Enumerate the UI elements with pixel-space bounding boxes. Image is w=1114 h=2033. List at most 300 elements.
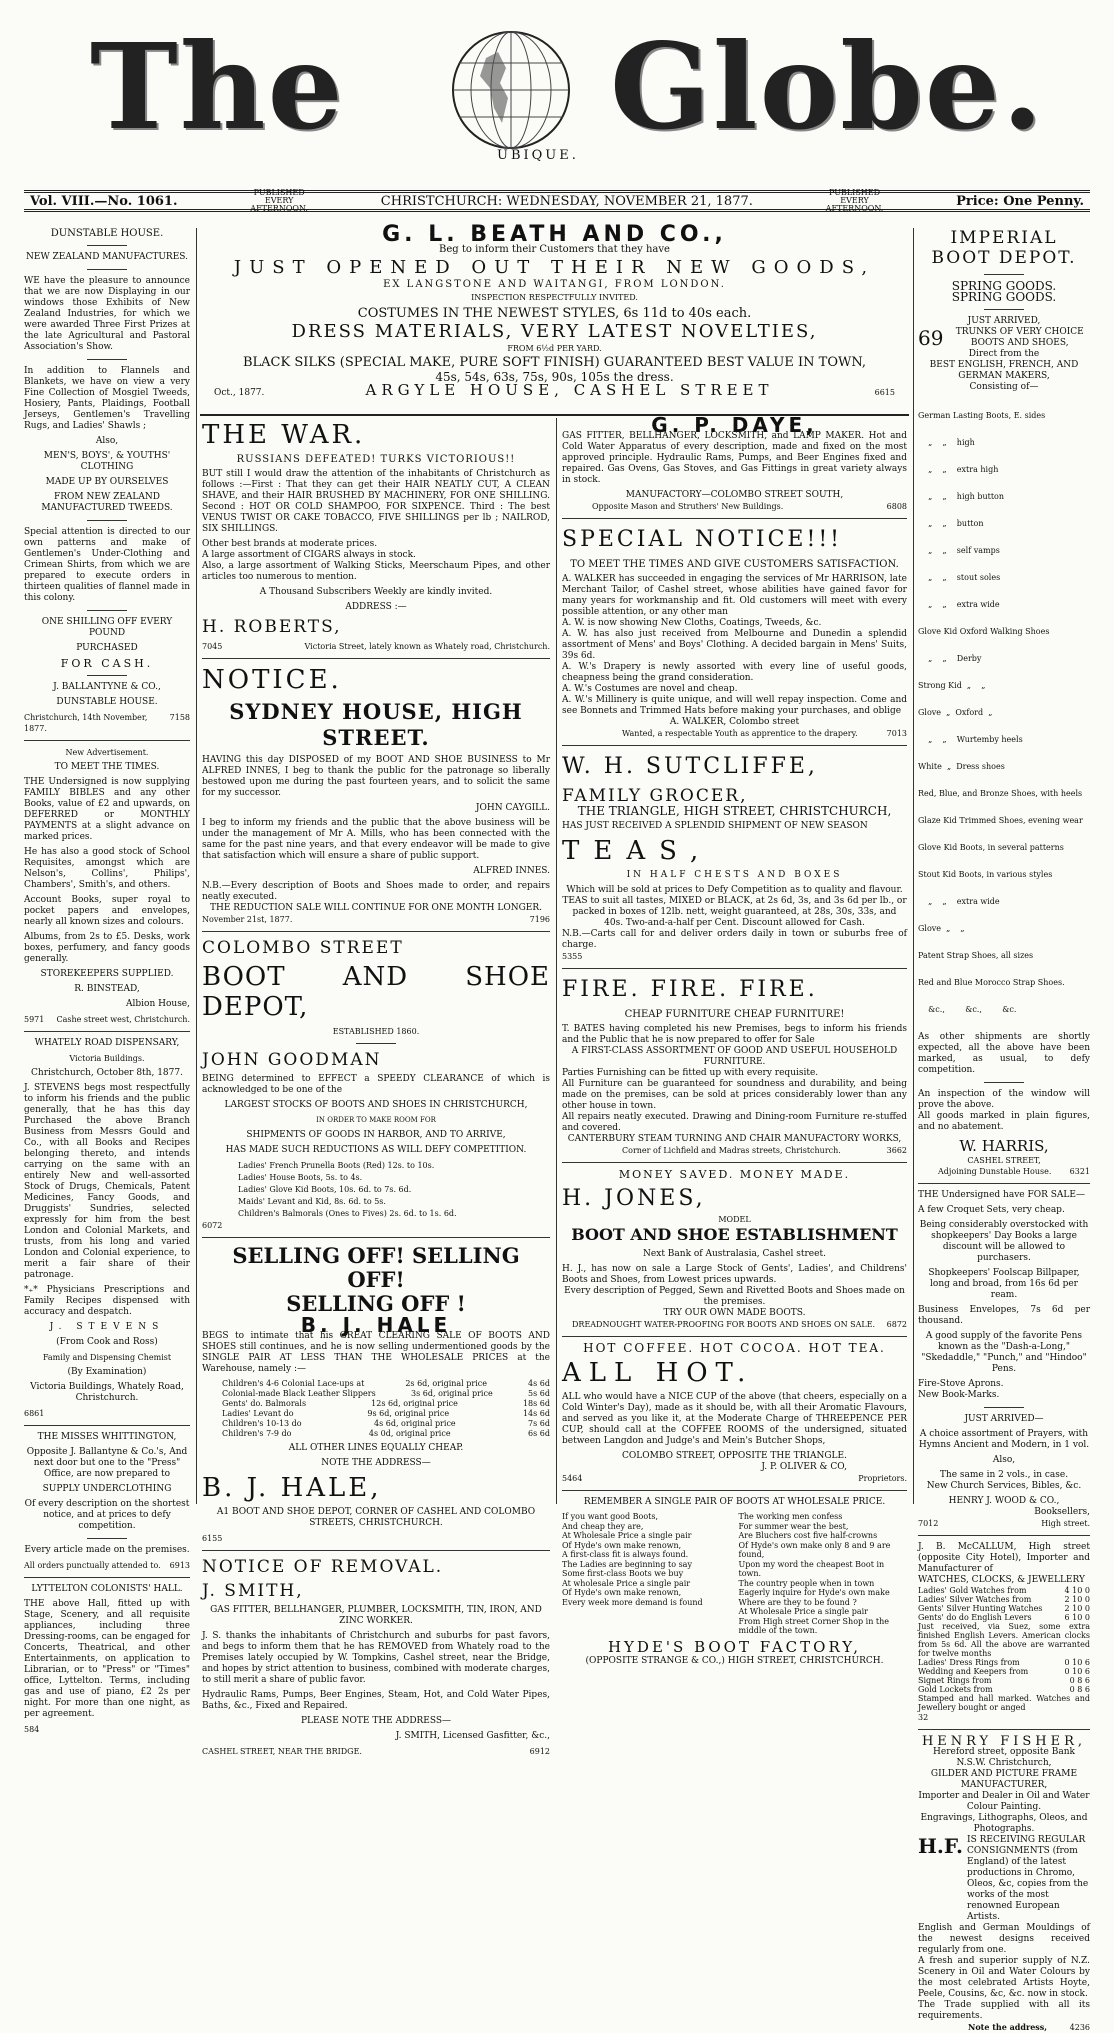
ad-body: Direct from the — [968, 349, 1040, 359]
ad-henry-fisher — [918, 1736, 1090, 2033]
ad-body: WE have the pleasure to announce that we are now Displaying in our windows those Exhibits of New Zealand Industries, for which we were awarded Three First Prizes at the late Agricultural and Pastoral Association's Show. — [24, 276, 190, 352]
ad-body: ALL who would have a NICE CUP of the above (that cheers, especially on a Cold Winter's Day), made as it should be, with all their Aromatic Flavours, and served as you like it, at the Moderate Charge of THREEPENCE PER CUP, should call at the COFFEE ROOMS of the undersigned, situated between Langdon and Judge's and Mein's Butcher Shops, — [562, 1392, 907, 1446]
poem-right: The working men confess For summer wear the best, Are Bluchers cost five half-crowns Of Hyde's own make only 8 and 9 are found, Upon my word the cheapest Boot in town. The country people when in town Eagerly inquire for Hyde's own make Where are they to be found ? At Wholesale Price a single pair From High street Corner Shop in the middle of the town. — [738, 1512, 891, 1635]
ad-name: HYDE'S BOOT FACTORY, — [607, 1637, 862, 1656]
ad-body: N.B.—Every description of Boots and Shoes made to order, and repairs neatly executed. — [202, 881, 550, 902]
ad-address: CASHEL STREET, — [967, 1156, 1041, 1165]
ad-body: T. BATES having completed his new Premises, begs to inform his friends and the Public that he is now prepared to offer for Sale — [562, 1024, 907, 1045]
list-item: „ „ Derby — [918, 654, 982, 663]
ad-title: SPECIAL NOTICE!!! — [562, 527, 843, 552]
ad-address: Victoria Street, lately known as Whately road, Christchurch. — [304, 642, 550, 651]
ad-jp-oliver — [562, 1343, 907, 1484]
ad-body: BEING determined to EFFECT a SPEEDY CLEARANCE of which is acknowledged to be one of the — [202, 1074, 550, 1095]
poem-left: If you want good Boots, And cheap they are, At Wholesale Price a single pair Of Hyde's own make renown, A first-class fit is always found. The Ladies are beginning to say Some first-class Boots we buy At wholesale Price a single pair Of Hyde's own make renown, Every week more demand is found — [562, 1512, 703, 1607]
ad-date: Christchurch, October 8th, 1877. — [31, 1068, 183, 1078]
ad-body: A. W.'s Millinery is quite unique, and will well repay inspection. Come and see Bonnets and Trimmed Hats before making your purchases, and oblige — [562, 695, 907, 716]
ad-body: Stamped and hall marked. Watches and Jewellery bought or anged — [918, 1694, 1090, 1712]
ad-body: EX LANGSTONE AND WAITANGI, FROM LONDON. — [383, 279, 726, 290]
ad-number: 6615 — [874, 388, 895, 397]
ad-number: 7013 — [886, 729, 907, 738]
ad-number: 5355 — [562, 952, 583, 961]
price-list — [202, 1160, 550, 1220]
ad-body: 45s, 54s, 63s, 75s, 90s, 105s the dress. — [435, 370, 674, 384]
column-1 — [24, 228, 190, 1734]
volume-number: Vol. VIII.—No. 1061. — [30, 193, 178, 209]
ad-body: A. W. has also just received from Melbourne and Dunedin a splendid assortment of Mens' and Boys' Clothing. A decided bargain in Mens' Suits, 39s 6d. — [562, 629, 907, 661]
ad-body: Engravings, Lithographs, Oleos, and Photographs. — [920, 1813, 1088, 1834]
table-row: Ladies' Levant do 9s 6d, original price 14s 6d — [222, 1409, 550, 1418]
ad-signature: J. P. OLIVER & CO, — [761, 1462, 847, 1472]
ad-body: JUST ARRIVED— — [964, 1414, 1044, 1424]
column-rule — [556, 418, 557, 1504]
ad-number: 6155 — [202, 1534, 223, 1543]
ad-body: FROM NEW ZEALAND MANUFACTURED TWEEDS. — [41, 492, 173, 513]
ad-signature: JOHN CAYGILL. — [475, 803, 550, 813]
ad-body: A few Croquet Sets, very cheap. — [918, 1205, 1065, 1215]
column-2 — [202, 420, 550, 1756]
ad-body: BLACK SILKS (SPECIAL MAKE, PURE SOFT FINISH) GUARANTEED BEST VALUE IN TOWN, — [242, 355, 867, 370]
ad-subtitle: RUSSIANS DEFEATED! TURKS VICTORIOUS!! — [236, 454, 516, 465]
ad-bj-hale — [202, 1244, 550, 1544]
ad-address: Albion House, — [126, 999, 190, 1009]
ad-body: A. WALKER has succeeded in engaging the services of Mr HARRISON, late Merchant Tailor, of Cashel street, whose abilities have gained favor for many years for workmanship and fit. Old customers will meet with every possible attention, or any other man — [562, 574, 907, 617]
ad-body: FROM 6½d PER YARD. — [507, 344, 602, 353]
ad-name: J. STEVENS — [49, 1322, 165, 1332]
place-date: CHRISTCHURCH: WEDNESDAY, NOVEMBER 21, 1877. — [380, 193, 753, 209]
ad-body: All repairs neatly executed. Drawing and Dining-room Furniture re-stuffed and covered. — [562, 1112, 907, 1133]
list-item: Stout Kid Boots, in various styles — [918, 870, 1053, 879]
list-item: Glove Kid Oxford Walking Shoes — [918, 627, 1050, 636]
list-item: Maids' Levant and Kid, 8s. 6d. to 5s. — [238, 1197, 386, 1206]
ad-body: BUT still I would draw the attention of the inhabitants of Christchurch as follows :—First : That they can get their HAIR NEATLY CUT, A CLEAN SHAVE, and their HAIR BRUSHED BY MACHINERY, FOR ONE SHILLING. Second : HOT OR COLD SHAMPOO, FOR SIXPENCE. Third : The best VENUS TWIST OR CAKE TOBACCO, FIVE SHILLINGS per lb ; NAILROD, SIX SHILLINGS. — [202, 469, 550, 534]
table-row: Children's 7-9 do 4s 0d, original price 6s 6d — [222, 1429, 550, 1438]
ad-body: Beg to inform their Customers that they have — [439, 244, 670, 255]
ad-address: THE TRIANGLE, HIGH STREET, CHRISTCHURCH, — [577, 804, 892, 818]
ad-binstead — [24, 747, 190, 1025]
ad-date: Christchurch, 14th November, 1877. — [24, 713, 148, 733]
masthead-motto: UBIQUE. — [497, 148, 579, 163]
ad-subtitle: Victoria Buildings. — [69, 1054, 145, 1063]
ad-headline: SYDNEY HOUSE, HIGH STREET. — [229, 699, 523, 750]
list-item: Red, Blue, and Bronze Shoes, with heels — [918, 789, 1083, 798]
table-row: Ladies' Gold Watches from 4 10 0 — [918, 1586, 1090, 1595]
ad-name: B. J. HALE, — [202, 1473, 382, 1503]
ad-name: H. ROBERTS, — [202, 617, 342, 637]
list-item: „ „ self vamps — [918, 546, 1000, 555]
ad-body: Every description of Pegged, Sewn and Rivetted Boots and Shoes made on the premises. — [564, 1286, 905, 1307]
ad-body: TRY OUR OWN MADE BOOTS. — [663, 1308, 806, 1318]
ad-name: G. P. DAYE, — [562, 420, 907, 431]
ad-title: HOT COFFEE. HOT COCOA. HOT TEA. — [583, 1341, 886, 1355]
ad-body: Other best brands at moderate prices. — [202, 539, 378, 549]
ad-headline: TEAS, — [562, 836, 713, 866]
ad-body: New Church Services, Bibles, &c. — [926, 1481, 1082, 1491]
ad-date: Oct., 1877. — [214, 388, 265, 398]
table-row: Children's 10-13 do 4s 6d, original price 7s 6d — [222, 1419, 550, 1428]
ad-firm: J. BALLANTYNE & CO., — [53, 682, 161, 692]
ad-body: Every article made on the premises. — [24, 1545, 190, 1555]
ad-body: A fresh and superior supply of N.Z. Scenery in Oil and Water Colours by the most celebrated Artists Hoyte, Peele, Cousins, &c, &c. now in stock. — [918, 1956, 1090, 1999]
ad-title: LYTTELTON COLONISTS' HALL. — [31, 1584, 183, 1594]
ad-sydney-house — [202, 665, 550, 925]
table-row: Ladies' Silver Watches from 2 10 0 — [918, 1595, 1090, 1604]
ad-body: Parties Furnishing can be fitted up with every requisite. — [562, 1068, 819, 1078]
ad-mccallum — [918, 1542, 1090, 1723]
ad-body: The Trade supplied with all its requirements. — [918, 2000, 1090, 2021]
ad-signature: J. SMITH, Licensed Gasfitter, &c., — [395, 1731, 550, 1741]
list-item: „ „ extra wide — [918, 600, 1000, 609]
ad-body: MANUFACTORY—COLOMBO STREET SOUTH, — [625, 490, 844, 500]
ad-body: All orders punctually attended to. — [24, 1561, 161, 1570]
list-item: „ „ stout soles — [918, 573, 1001, 582]
ad-body: IS RECEIVING REGULAR CONSIGNMENTS (from England) of the latest productions in Chromo, Oleos, &c, copies from the works of the most renowned European Artists. — [967, 1835, 1089, 1922]
ad-number: 3662 — [886, 1146, 907, 1155]
ad-number: 6072 — [202, 1221, 223, 1230]
ad-title: TO MEET THE TIMES. — [54, 762, 160, 772]
price-table — [202, 1379, 550, 1439]
ad-body: Consisting of— — [969, 382, 1039, 392]
ad-title: IMPERIAL — [950, 228, 1058, 248]
table-row: Signet Rings from 0 8 6 — [918, 1676, 1090, 1685]
ad-number: 6872 — [886, 1320, 907, 1329]
ad-headline: SELLING OFF ! — [286, 1291, 466, 1316]
list-item: Strong Kid „ „ — [918, 681, 986, 690]
ad-number: 5971 — [24, 1015, 45, 1024]
ad-body: IN HALF CHESTS AND BOXES — [626, 870, 843, 880]
column-3 — [562, 413, 907, 1666]
list-item: Patent Strap Shoes, all sizes — [918, 951, 1034, 960]
list-item: „ „ high button — [918, 492, 1005, 501]
ad-hydes-boot-factory — [562, 1497, 907, 1667]
ad-number: 7196 — [529, 915, 550, 924]
ad-title: COLOMBO STREET — [202, 938, 404, 958]
ad-body: (From Cook and Ross) — [56, 1337, 158, 1347]
ad-address: (OPPOSITE STRANGE & CO.,) HIGH STREET, CHRISTCHURCH. — [585, 1655, 884, 1666]
ad-number: 6808 — [886, 502, 907, 511]
ad-body: Fire-Stove Aprons. — [918, 1379, 1004, 1389]
ad-body: DREADNOUGHT WATER-PROOFING FOR BOOTS AND SHOES ON SALE. — [572, 1320, 876, 1329]
ad-name: H. JONES, — [562, 1186, 706, 1211]
ad-body: English and German Mouldings of the newest designs received regularly from one. — [918, 1923, 1090, 1955]
ad-number: 6861 — [24, 1409, 45, 1418]
ad-number: 4236 — [1069, 2023, 1090, 2032]
ad-address: Hereford street, opposite Bank N.S.W. Christchurch, — [933, 1747, 1075, 1768]
ad-henry-j-wood — [918, 1190, 1090, 1529]
list-item: „ „ button — [918, 519, 984, 528]
ad-body: Account Books, super royal to pocket papers and envelopes, nearly all known sizes and colours. — [24, 895, 190, 927]
table-row: Wedding and Keepers from 0 10 6 — [918, 1667, 1090, 1676]
ad-body: An inspection of the window will prove the above. — [918, 1089, 1090, 1110]
ad-body: FOR CASH. — [60, 657, 154, 670]
ad-a-walker — [562, 525, 907, 739]
ad-body: Business Envelopes, 7s 6d per thousand. — [918, 1305, 1090, 1326]
ad-body: Which will be sold at prices to Defy Competition as to quality and flavour. — [566, 885, 903, 895]
ad-body: BEGS to intimate that his GREAT CLEARING SALE OF BOOTS AND SHOES still continues, and he is now selling undermentioned goods by the SINGLE PAIR AT LESS THAN THE WHOLESALE PRICES at the Warehouse, namely :— — [202, 1331, 550, 1374]
ad-body: PURCHASED — [76, 643, 138, 653]
list-item: White „ Dress shoes — [918, 762, 1005, 771]
ad-h-jones — [562, 1169, 907, 1330]
ad-subtitle: TO MEET THE TIMES AND GIVE CUSTOMERS SATISFACTION. — [570, 559, 899, 570]
list-item: Ladies' Glove Kid Boots, 10s. 6d. to 7s. 6d. — [238, 1185, 412, 1194]
ad-body: GILDER AND PICTURE FRAME MANUFACTURER, — [930, 1769, 1078, 1790]
ad-body: J. S. thanks the inhabitants of Christchurch and suburbs for past favors, and begs to inform them that he has REMOVED from Whately road to the Premises lately occupied by W. Tompkins, Cashel street, near the Bridge, and hopes by strict attention to business, combined with moderate charges, to still merit a share of public favor. — [202, 1631, 550, 1685]
price: Price: One Penny. — [956, 193, 1084, 209]
list-item: „ „ extra wide — [918, 897, 1000, 906]
ad-subtitle: CHEAP FURNITURE CHEAP FURNITURE! — [624, 1009, 845, 1020]
ad-the-war — [202, 420, 550, 652]
ad-body: Albums, from 2s to £5. Desks, work boxes, perfumery, and fancy goods generally. — [24, 932, 190, 964]
ad-title: NOTICE OF REMOVAL. — [202, 1557, 444, 1577]
table-row: Gents' do. Balmorals 12s 6d, original price 18s 6d — [222, 1399, 550, 1408]
ad-body: Importer and Dealer in Oil and Water Colour Painting. — [918, 1791, 1090, 1812]
ad-body: A. W.'s Costumes are novel and cheap. — [562, 684, 738, 694]
ad-body: HAS MADE SUCH REDUCTIONS AS WILL DEFY COMPETITION. — [225, 1145, 527, 1155]
ad-name: R. BINSTEAD, — [74, 984, 140, 994]
ad-body: A. W.'s Drapery is newly assorted with every line of useful goods, cheapness being the grand consideration. — [562, 662, 907, 683]
ad-body: Also, — [95, 436, 119, 446]
ad-number: 32 — [918, 1713, 929, 1722]
ad-title: NOTICE. — [202, 665, 342, 695]
ad-count: 69 — [918, 325, 944, 350]
table-row: Gold Lockets from 0 8 6 — [918, 1685, 1090, 1694]
ad-body: Shopkeepers' Foolscap Billpaper, long and broad, from 16s 6d per ream. — [928, 1268, 1080, 1300]
ad-body: Hydraulic Rams, Pumps, Beer Engines, Steam, Hot, and Cold Water Pipes, Baths, &c., Fixed and Repaired. — [202, 1690, 550, 1711]
ad-title: DUNSTABLE HOUSE. — [50, 228, 164, 239]
ad-body: A. W. is now showing New Cloths, Coatings, Tweeds, &c. — [562, 618, 822, 628]
ad-body: Of every description on the shortest notice, and at prices to defy competition. — [24, 1499, 190, 1531]
ad-body: Wanted, a respectable Youth as apprentice to the drapery. — [622, 729, 858, 738]
ad-body: A Thousand Subscribers Weekly are kindly invited. — [259, 587, 493, 597]
ad-name: HENRY J. WOOD & CO., — [948, 1496, 1060, 1506]
ad-number: 7045 — [202, 642, 223, 651]
ad-title: MONEY SAVED. MONEY MADE. — [618, 1168, 851, 1181]
publication-note-left: PUBLISHED EVERY AFTERNOON. — [250, 188, 308, 213]
price-table — [918, 1658, 1090, 1694]
ad-body: A FIRST-CLASS ASSORTMENT OF GOOD AND USEFUL HOUSEHOLD FURNITURE. — [571, 1046, 898, 1067]
list-item: Glaze Kid Trimmed Shoes, evening wear — [918, 816, 1083, 825]
ad-date: November 21st, 1877. — [202, 915, 293, 924]
list-item: Glove Kid Boots, in several patterns — [918, 843, 1064, 852]
ad-imperial-boot-depot — [918, 228, 1090, 1177]
column-rule — [913, 228, 914, 1504]
column-rule — [196, 228, 197, 1504]
ad-body: (By Examination) — [67, 1367, 147, 1377]
ad-body: Special attention is directed to our own patterns and make of Gentlemen's Under-Clothing and Crimean Shirts, from which we are prepared to execute orders in thirteen qualities of flannel made in this colony. — [24, 527, 190, 603]
list-item: Red and Blue Morocco Strap Shoes. — [918, 978, 1065, 987]
table-row: Ladies' Dress Rings from 0 10 6 — [918, 1658, 1090, 1667]
ad-body: The same in 2 vols., in case. — [939, 1470, 1069, 1480]
ad-number: 7158 — [169, 713, 190, 722]
ad-dunstable-house — [24, 228, 190, 734]
list-item: Glove „ Oxford „ — [918, 708, 993, 717]
ad-body: SPRING GOODS. — [951, 290, 1057, 304]
ad-whately-road-dispensary — [24, 1038, 190, 1419]
ad-body: HAS JUST RECEIVED A SPLENDID SHIPMENT OF NEW SEASON — [562, 821, 868, 831]
price-table — [918, 1586, 1090, 1622]
list-item: &c., &c., &c. — [918, 1005, 1017, 1014]
ad-body: New Book-Marks. — [918, 1390, 1000, 1400]
ad-headline: SELLING OFF! SELLING OFF! — [232, 1243, 520, 1292]
ad-body: A good supply of the favorite Pens known as the "Dash-a-Long," "Skedaddle," "Punch," and "Hindoo" Pens. — [921, 1331, 1087, 1374]
ad-title: WHATELY ROAD DISPENSARY, — [34, 1038, 180, 1048]
ad-kicker: New Advertisement. — [65, 748, 149, 757]
ad-body: Also, a large assortment of Walking Sticks, Meerschaum Pipes, and other articles too numerous to mention. — [202, 561, 550, 582]
ad-body: CANTERBURY STEAM TURNING AND CHAIR MANUFACTORY WORKS, — [567, 1134, 902, 1144]
ad-address: COLOMBO STREET, OPPOSITE THE TRIANGLE. — [622, 1451, 847, 1461]
list-item: „ „ extra high — [918, 465, 999, 474]
ad-body: ONE SHILLING OFF EVERY POUND — [41, 617, 173, 638]
ad-body: COSTUMES IN THE NEWEST STYLES, 6s 11d to 40s each. — [357, 306, 752, 321]
ad-number: 6321 — [1069, 1167, 1090, 1176]
ad-body: Also, — [992, 1455, 1016, 1465]
ad-address: CASHEL STREET, NEAR THE BRIDGE. — [202, 1747, 362, 1756]
ad-name: HENRY FISHER, — [921, 1734, 1087, 1749]
table-row: Colonial-made Black Leather Slippers 3s 6d, original price 5s 6d — [222, 1389, 550, 1398]
ad-number: 6913 — [169, 1561, 190, 1570]
masthead — [0, 0, 1114, 180]
ad-number: 5464 — [562, 1474, 583, 1483]
masthead-title-right: Globe. — [610, 17, 1045, 156]
ad-body: TRUNKS OF VERY CHOICE BOOTS AND SHOES, — [955, 327, 1084, 348]
ad-j-smith — [202, 1557, 550, 1757]
column-4 — [918, 228, 1090, 2032]
ad-headline: DRESS MATERIALS, VERY LATEST NOVELTIES, — [291, 321, 818, 342]
table-row: Gents' do do English Levers 6 10 0 — [918, 1613, 1090, 1622]
ad-address: ARGYLE HOUSE, CASHEL STREET — [365, 381, 774, 399]
ad-sutcliffe — [562, 752, 907, 962]
ad-body: J. B. McCALLUM, High street (opposite City Hotel), Importer and Manufacturer of — [918, 1542, 1090, 1574]
ad-address: Corner of Lichfield and Madras streets, Christchurch. — [622, 1146, 841, 1155]
ad-number: 6912 — [529, 1747, 550, 1756]
ad-title: THE MISSES WHITTINGTON, — [37, 1432, 177, 1442]
ad-body: Note the address, — [968, 2022, 1048, 2032]
ad-body: HAVING this day DISPOSED of my BOOT AND SHOE BUSINESS to Mr ALFRED INNES, I beg to thank the public for the patronage so liberally bestowed upon me during the past fourteen years, and to solicit the same for my successor. — [202, 755, 550, 798]
ad-body: LARGEST STOCKS OF BOOTS AND SHOES IN CHRISTCHURCH, — [224, 1100, 528, 1110]
ad-body: THE Undersigned have FOR SALE— — [918, 1190, 1085, 1200]
list-item: „ „ high — [918, 438, 975, 447]
ad-body: J. STEVENS begs most respectfully to inform his friends and the public generally, that he has this day Purchased the above Branch Business from Messrs Gould and Co., with all Books and Recipes belonging thereto, and intends carrying on the same with an entirely New and well-assorted Stock of Drugs, Chemicals, Patent Medicines, Fancy Goods, and Druggists' Sundries, selected expressly for him from the best London and Colonial Markets, and trusts, from his long and varied London and Colonial experience, to merit a fair share of their patronage. — [24, 1083, 190, 1280]
ad-body: I beg to inform my friends and the public that the above business will be under the management of Mr A. Mills, who has been connected with the same for the past nine years, and that every endeavor will be made to give that satisfaction which will ensure a share of public support. — [202, 818, 550, 861]
list-item: Glove „ „ — [918, 924, 965, 933]
ad-body: SUPPLY UNDERCLOTHING — [42, 1484, 172, 1494]
ad-address: Adjoining Dunstable House. — [938, 1167, 1052, 1176]
list-item: Ladies' French Prunella Boots (Red) 12s. to 10s. — [238, 1161, 435, 1170]
ad-title: FIRE. FIRE. FIRE. — [562, 977, 818, 1002]
ad-body: GAS FITTER, BELLHANGER, LOCKSMITH, and LAMP MAKER. Hot and Cold Water Apparatus of every description, made and fixed on the most approved principle. Hydraulic Rams, Pumps, and Beer Engines fixed and repaired. Gas Ovens, Gas Stoves, and Gas Fittings in great variety always in stock. — [562, 431, 907, 485]
list-item: Ladies' House Boots, 5s. to 4s. — [238, 1173, 363, 1182]
ad-lyttelton-hall — [24, 1584, 190, 1735]
ad-body: GAS FITTER, BELLHANGER, PLUMBER, LOCKSMITH, TIN, IRON, AND ZINC WORKER. — [210, 1605, 542, 1626]
stock-list — [918, 393, 1090, 1032]
table-row: Gents' Silver Hunting Watches 2 10 0 — [918, 1604, 1090, 1613]
ad-address: Opposite Mason and Struthers' New Buildings. — [592, 502, 784, 511]
ad-body: A large assortment of CIGARS always in stock. — [202, 550, 416, 560]
ad-body: THE above Hall, fitted up with Stage, Scenery, and all requisite appliances, including three Dressing-rooms, can be engaged for Concerts, Theatrical, and other Entertainments, on application to Librarian, or to "Press" or "Times" office, Lyttelton. Terms, including gas and use of piano, £2 2s per night. For more than one night, as per agreement. — [24, 1599, 190, 1719]
ad-body: Booksellers, — [1034, 1507, 1090, 1517]
ad-name: JOHN GOODMAN — [202, 1050, 382, 1070]
ad-body: BEST ENGLISH, FRENCH, AND GERMAN MAKERS, — [929, 360, 1079, 381]
ad-headline: BOOT AND SHOE DEPOT, — [202, 962, 550, 1022]
ad-body: ESTABLISHED 1860. — [332, 1027, 420, 1036]
ad-gp-daye — [562, 413, 907, 512]
ad-title: WATCHES, CLOCKS, & JEWELLERY — [918, 1575, 1085, 1585]
list-item: German Lasting Boots, E. sides — [918, 411, 1046, 420]
masthead-title-left: The — [90, 17, 345, 156]
ad-headline: JUST OPENED OUT THEIR NEW GOODS, — [233, 257, 876, 278]
ad-house: DUNSTABLE HOUSE. — [56, 697, 158, 707]
ad-body: N.B.—Carts call for and deliver orders daily in town or suburbs free of charge. — [562, 929, 907, 950]
ad-title: BOOT DEPOT. — [931, 248, 1077, 268]
globe-icon — [436, 28, 586, 158]
ad-body: THE REDUCTION SALE WILL CONTINUE FOR ONE MONTH LONGER. — [209, 903, 543, 913]
ad-firm-name: G. L. BEATH AND CO., — [202, 228, 907, 241]
poem — [562, 1512, 907, 1636]
ad-body: He has also a good stock of School Requisites, amongst which are Nelson's, Collins', Philips', Chambers', Smith's, and others. — [24, 847, 190, 890]
ad-body: A choice assortment of Prayers, with Hymns Ancient and Modern, in 1 vol. — [918, 1429, 1090, 1450]
ad-number: 7012 — [918, 1519, 939, 1528]
publication-note-right: PUBLISHED EVERY AFTERNOON. — [825, 188, 884, 213]
ad-address: A1 BOOT AND SHOE DEPOT, CORNER OF CASHEL AND COLOMBO STREETS, CHRISTCHURCH. — [216, 1507, 536, 1528]
ad-address: Victoria Buildings, Whately Road, Christchurch. — [30, 1382, 184, 1403]
ad-body: As other shipments are shortly expected, all the above have been marked, as usual, to defy competition. — [918, 1032, 1090, 1075]
ad-body: STOREKEEPERS SUPPLIED. — [40, 969, 174, 979]
ad-body: TEAS to suit all tastes, MIXED or BLACK, at 2s 6d, 3s, and 3s 6d per lb., or packed in boxes of 12lb. nett, weight guaranteed, at 28s, 30s, 33s, and 40s. Two-and-a-half per Cent. Discount allowed for Cash. — [562, 896, 907, 928]
ad-body: JUST ARRIVED, — [967, 316, 1041, 326]
ad-signature: ALFRED INNES. — [473, 866, 550, 876]
list-item: „ „ Wurtemby heels — [918, 735, 1023, 744]
ad-body: MEN'S, BOYS', & YOUTHS' CLOTHING — [43, 451, 171, 472]
ad-headline: BOOT AND SHOE ESTABLISHMENT — [571, 1225, 898, 1244]
ad-body: Family and Dispensing Chemist — [42, 1353, 172, 1362]
ad-address: High street. — [1041, 1519, 1090, 1528]
ad-body: THE Undersigned is now supplying FAMILY BIBLES and any other Books, value of £2 and upwards, on DEFERRED or MONTHLY PAYMENTS at a slight advance on marked prices. — [24, 777, 190, 842]
ad-colombo-street-depot — [202, 938, 550, 1231]
ad-beath — [202, 222, 907, 414]
ad-body: IN ORDER TO MAKE ROOM FOR — [316, 1116, 436, 1124]
ad-initials: H.F. — [918, 1834, 964, 1858]
ad-title: THE WAR. — [202, 420, 366, 450]
ad-name: W. HARRIS, — [959, 1137, 1049, 1155]
ad-body: INSPECTION RESPECTFULLY INVITED. — [471, 293, 638, 302]
ad-name: J. SMITH, — [202, 1581, 304, 1601]
ad-body: Just received, via Suez, some extra finished English Levers. American clocks from 5s 6d. All the above are warranted for twelve months — [918, 1622, 1090, 1658]
ad-number: 584 — [24, 1725, 40, 1734]
ad-title: REMEMBER A SINGLE PAIR OF BOOTS AT WHOLESALE PRICE. — [583, 1497, 886, 1507]
ad-body: All Furniture can be guaranteed for soundness and durability, and being made on the premises, can be sold at prices considerably lower than any other house in town. — [562, 1079, 907, 1111]
ad-t-bates — [562, 975, 907, 1156]
ad-body: Being considerably overstocked with shopkeepers' Day Books a large discount will be allowed to purchasers. — [919, 1220, 1089, 1263]
ad-body: Opposite J. Ballantyne & Co.'s, And next door but one to the "Press" Office, are now prepared to — [26, 1447, 188, 1479]
ad-address: Next Bank of Australasia, Cashel street. — [643, 1249, 826, 1259]
dateline — [24, 190, 1090, 212]
ad-body: MODEL — [718, 1215, 751, 1224]
ad-trade: FAMILY GROCER, — [562, 786, 748, 806]
ad-body: PLEASE NOTE THE ADDRESS— — [300, 1716, 452, 1726]
ad-subtitle: NEW ZEALAND MANUFACTURES. — [26, 252, 188, 262]
ad-body: MADE UP BY OURSELVES — [45, 477, 169, 487]
ad-body: ADDRESS :— — [345, 602, 407, 612]
list-item: Children's Balmorals (Ones to Fives) 2s. 6d. to 1s. 6d. — [238, 1209, 457, 1218]
ad-body: Proprietors. — [858, 1474, 907, 1483]
ad-body: SHIPMENTS OF GOODS IN HARBOR, AND TO ARRIVE, — [246, 1130, 506, 1140]
ad-name: B. J. HALE — [202, 1320, 550, 1331]
ad-headline: ALL HOT. — [562, 1358, 754, 1388]
ad-body: SPRING GOODS. — [951, 279, 1057, 293]
ad-misses-whittington — [24, 1432, 190, 1571]
ad-signature: A. WALKER, Colombo street — [669, 717, 800, 727]
ad-body: *₊* Physicians Prescriptions and Family Recipes dispensed with accuracy and despatch. — [24, 1285, 190, 1317]
ad-body: NOTE THE ADDRESS— — [321, 1458, 431, 1468]
